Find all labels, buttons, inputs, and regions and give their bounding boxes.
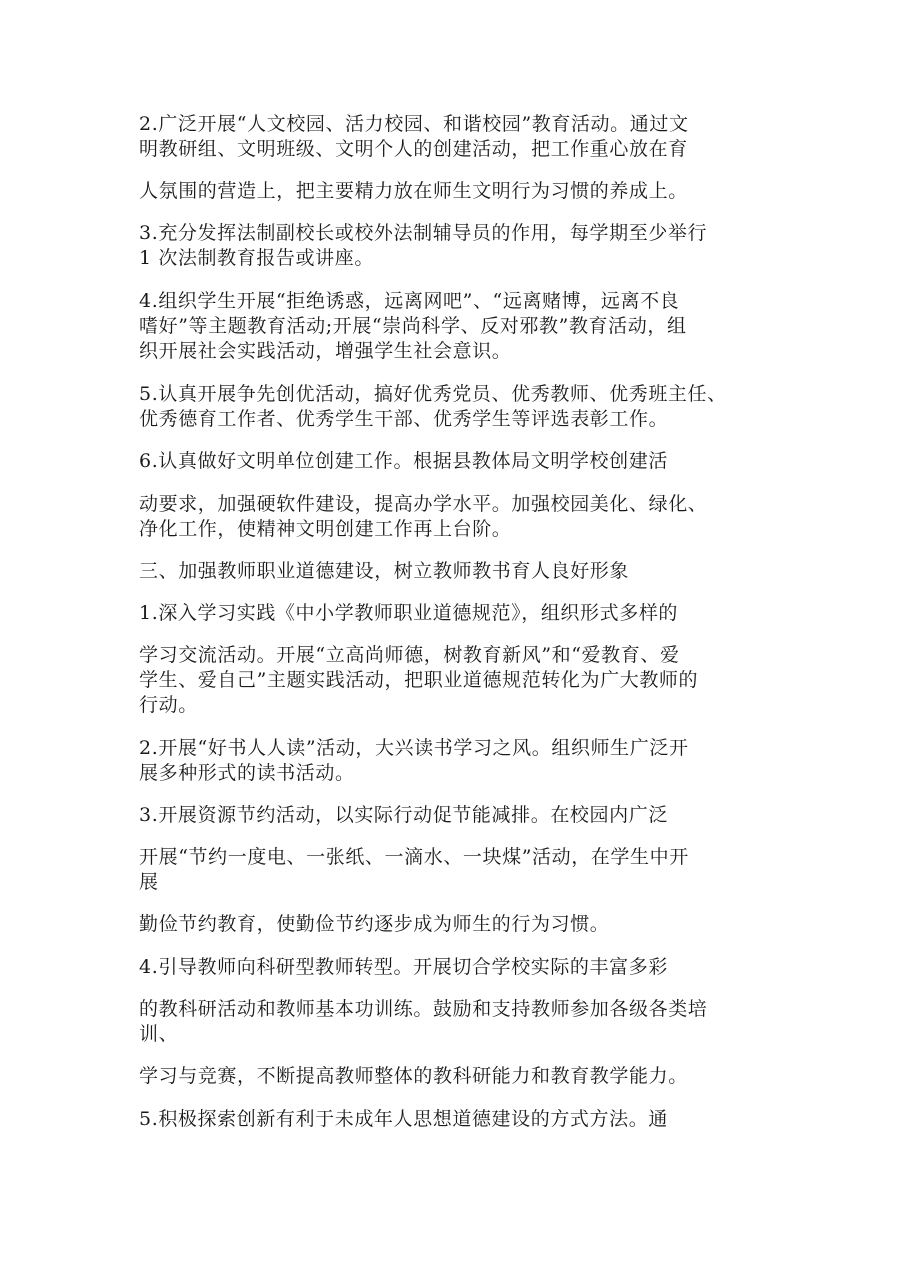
text-line: 的教科研活动和教师基本功训练。鼓励和支持教师参加各级各类培 xyxy=(139,998,708,1020)
text-line: 3.开展资源节约活动，以实际行动促节能减排。在校园内广泛 xyxy=(139,804,668,826)
paragraph-15 xyxy=(139,997,789,1047)
paragraph-12 xyxy=(139,845,789,895)
text-line: 开展“节约一度电、一张纸、一滴水、一块煤”活动，在学生中开 xyxy=(139,846,689,868)
text-line: 学习与竞赛，不断提高教师整体的教科研能力和教育教学能力。 xyxy=(139,1065,688,1087)
paragraph-16 xyxy=(139,1064,789,1089)
text-line: 1.深入学习实践《中小学教师职业道德规范》，组织形式多样的 xyxy=(139,602,679,624)
text-line: 3.充分发挥法制副校长或校外法制辅导员的作用，每学期至少举行 xyxy=(139,222,708,244)
text-line: 织开展社会实践活动，增强学生社会意识。 xyxy=(139,340,512,362)
text-line: 净化工作，使精神文明创建工作再上台阶。 xyxy=(139,518,512,540)
text-line: 4.组织学生开展“拒绝诱惑，远离网吧”、“远离赌博，远离不良 xyxy=(139,290,680,312)
paragraph-2 xyxy=(139,179,789,204)
paragraph-7 xyxy=(139,492,789,542)
text-line: 明教研组、文明班级、文明个人的创建活动，把工作重心放在育 xyxy=(139,138,688,160)
paragraph-10 xyxy=(139,736,789,786)
text-line: 5.认真开展争先创优活动，搞好优秀党员、优秀教师、优秀班主任、 xyxy=(139,383,727,405)
text-line: 学生、爱自己”主题实践活动，把职业道德规范转化为广大教师的 xyxy=(139,669,699,691)
paragraph-1 xyxy=(139,112,789,162)
text-line: 6.认真做好文明单位创建工作。根据县教体局文明学校创建活 xyxy=(139,450,668,472)
text-line: 展多种形式的读书活动。 xyxy=(139,762,355,784)
paragraph-17 xyxy=(139,1107,789,1132)
text-line: 学习交流活动。开展“立高尚师德，树教育新风”和“爱教育、爱 xyxy=(139,644,680,666)
text-line: 2.广泛开展“人文校园、活力校园、和谐校园”教育活动。通过文 xyxy=(139,113,689,135)
text-line: 4.引导教师向科研型教师转型。开展切合学校实际的丰富多彩 xyxy=(139,956,668,978)
text-line: 训、 xyxy=(139,1023,179,1045)
text-line: 动要求，加强硬软件建设，提高办学水平。加强校园美化、绿化、 xyxy=(139,493,708,515)
paragraph-9 xyxy=(139,643,789,718)
text-line: 1 次法制教育报告或讲座。 xyxy=(139,247,374,269)
section-heading-3 xyxy=(139,559,789,584)
text-line: 展 xyxy=(139,871,159,893)
text-line: 优秀德育工作者、优秀学生干部、优秀学生等评选表彰工作。 xyxy=(139,408,669,430)
paragraph-6 xyxy=(139,449,789,474)
text-line: 嗜好”等主题教育活动;开展“崇尚科学、反对邪教”教育活动，组 xyxy=(139,315,687,337)
text-line: 三、加强教师职业道德建设，树立教师教书育人良好形象 xyxy=(139,560,630,582)
paragraph-8 xyxy=(139,601,789,626)
text-line: 5.积极探索创新有利于未成年人思想道德建设的方式方法。通 xyxy=(139,1108,668,1130)
paragraph-5 xyxy=(139,382,789,432)
text-line: 人氛围的营造上，把主要精力放在师生文明行为习惯的养成上。 xyxy=(139,180,688,202)
paragraph-3 xyxy=(139,221,789,271)
text-line: 2.开展“好书人人读”活动，大兴读书学习之风。组织师生广泛开 xyxy=(139,737,689,759)
paragraph-11 xyxy=(139,803,789,828)
paragraph-4 xyxy=(139,289,789,364)
text-line: 行动。 xyxy=(139,694,198,716)
paragraph-14 xyxy=(139,955,789,980)
text-line: 勤俭节约教育，使勤俭节约逐步成为师生的行为习惯。 xyxy=(139,913,610,935)
paragraph-13 xyxy=(139,912,789,937)
